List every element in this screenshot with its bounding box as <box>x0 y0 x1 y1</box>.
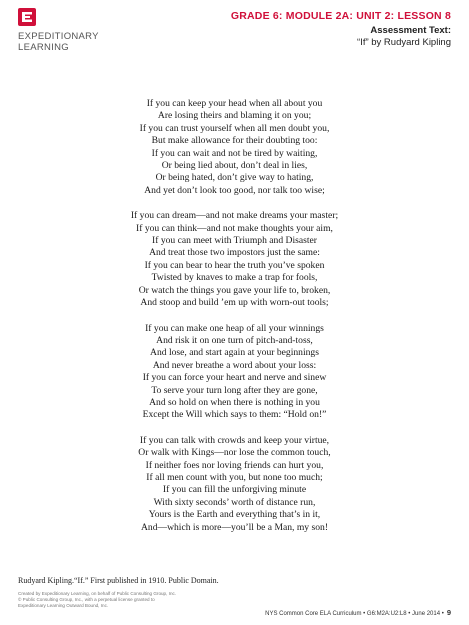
poem-line: If you can bear to hear the truth you’ve spoken <box>144 259 325 271</box>
poem-line: And—which is more—you’ll be a Man, my son! <box>140 521 329 533</box>
el-logo-mark-icon <box>18 8 36 26</box>
poem-line: If you can talk with crowds and keep your virtue, <box>139 434 330 446</box>
logo-wordmark <box>18 31 138 53</box>
poem-line: And stoop and build ’em up with worn-out tools; <box>140 297 329 309</box>
poem-line: Yours is the Earth and everything that’s in it, <box>148 509 321 521</box>
poem-line: If you can keep your head when all about you <box>146 98 323 109</box>
logo-line-1: EXPEDITIONARY <box>18 31 99 42</box>
poem-line: If you can fill the unforgiving minute <box>162 484 307 496</box>
poem-line: Or being lied about, don’t deal in lies, <box>161 160 308 172</box>
poem-line: And risk it on one turn of pitch-and-toss, <box>156 334 313 346</box>
poem-line: And treat those two impostors just the same: <box>149 247 320 259</box>
poem-line: If you can trust yourself when all men doubt you, <box>139 122 330 134</box>
page-number: 9 <box>446 608 451 617</box>
assessment-text-label: Assessment Text: <box>370 25 451 36</box>
poem-line: If you can dream—and not make dreams your master; <box>130 210 339 222</box>
grade-module-label: GRADE 6: MODULE 2A: UNIT 2: LESSON 8 <box>230 10 451 22</box>
poem-title: “If” by Rudyard Kipling <box>357 37 451 48</box>
source-citation: Rudyard Kipling.“If.” First published in 1910. Public Domain. <box>18 576 219 585</box>
poem-line: With sixty seconds’ worth of distance run, <box>153 496 316 508</box>
poem-stanza <box>0 210 469 309</box>
poem-stanza <box>0 323 469 422</box>
poem-line: If you can make one heap of all your winnings <box>145 322 324 334</box>
poem-line: Are losing theirs and blaming it on you; <box>157 110 312 122</box>
poem-body <box>0 98 469 547</box>
el-logo <box>18 8 138 53</box>
footer-curriculum <box>265 608 451 617</box>
poem-line: To serve your turn long after they are gone, <box>151 384 318 396</box>
poem-line: Or being hated, don’t give way to hating, <box>155 172 314 184</box>
poem-line: If you can think—and not make thoughts your aim, <box>136 222 333 234</box>
footer-credit-line: Expeditionary Learning Outward Bound, Inc. <box>18 603 109 608</box>
poem-line: If you can wait and not be tired by waiting, <box>151 147 318 159</box>
poem-line: Twisted by knaves to make a trap for fools, <box>151 272 318 284</box>
poem-line: And lose, and start again at your beginnings <box>150 347 319 359</box>
poem-line: If neither foes nor loving friends can hurt you, <box>145 459 324 471</box>
page-header <box>231 10 451 48</box>
footer-credit-line: Created by Expeditionary Learning, on behalf of Public Consulting Group, Inc. <box>18 591 177 596</box>
poem-line: If all men count with you, but none too much; <box>146 471 323 483</box>
poem-stanza <box>0 98 469 197</box>
poem-line: Except the Will which says to them: “Hold on!” <box>142 409 327 421</box>
poem-line: But make allowance for their doubting too: <box>151 135 318 147</box>
footer-credit-line: © Public Consulting Group, Inc., with a perpetual license granted to <box>18 597 155 602</box>
logo-line-2: LEARNING <box>18 42 69 53</box>
poem-line: And so hold on when there is nothing in you <box>149 396 320 408</box>
poem-line: And never breathe a word about your loss: <box>152 359 317 371</box>
footer-credits <box>18 591 176 609</box>
footer-curriculum-text: NYS Common Core ELA Curriculum • G6:M2A:U2:L8 • June 2014 • <box>265 611 444 617</box>
poem-line: And yet don’t look too good, nor talk too wise; <box>144 184 325 196</box>
poem-line: If you can force your heart and nerve and sinew <box>142 372 327 384</box>
poem-line: Or walk with Kings—nor lose the common touch, <box>138 447 331 459</box>
poem-line: Or watch the things you gave your life to, broken, <box>138 284 331 296</box>
poem-stanza <box>0 435 469 534</box>
poem-line: If you can meet with Triumph and Disaster <box>152 235 317 247</box>
